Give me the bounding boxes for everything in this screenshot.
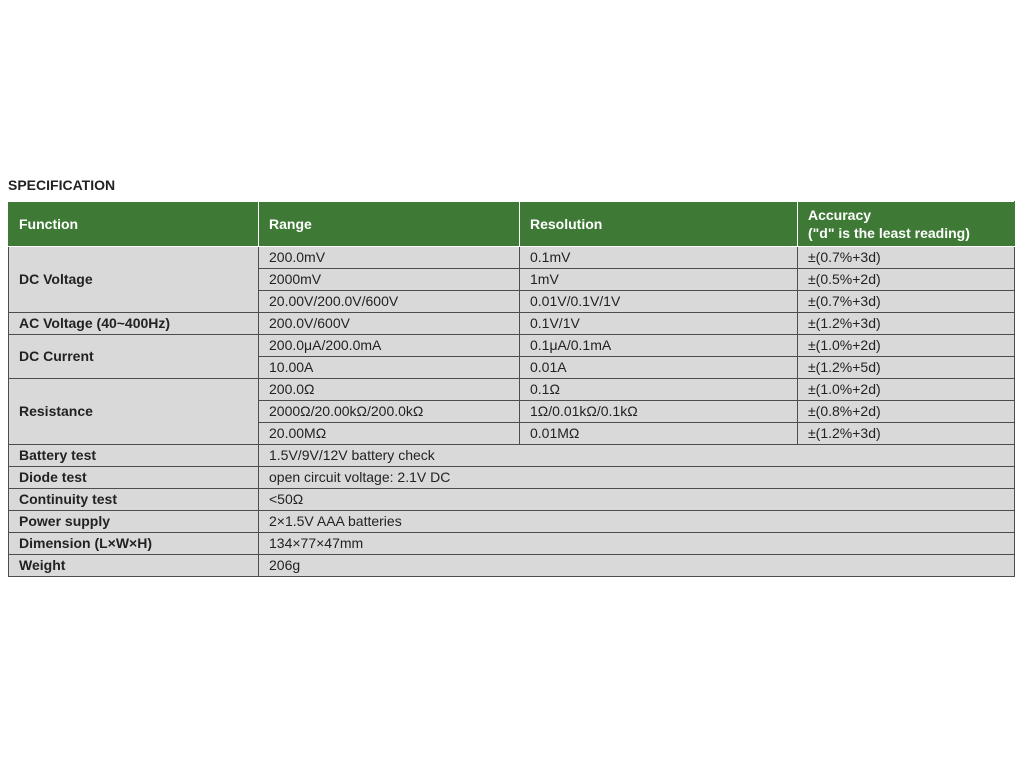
range-cell: 10.00A bbox=[259, 357, 520, 379]
header-accuracy-note: ("d" is the least reading) bbox=[808, 225, 970, 241]
feature-label-cell: Power supply bbox=[9, 511, 259, 533]
range-cell: 20.00V/200.0V/600V bbox=[259, 291, 520, 313]
resolution-cell: 0.1mV bbox=[520, 247, 798, 269]
table-row bbox=[9, 379, 1015, 401]
feature-label-cell: Diode test bbox=[9, 467, 259, 489]
range-cell: 20.00MΩ bbox=[259, 423, 520, 445]
accuracy-cell: ±(0.7%+3d) bbox=[798, 247, 1015, 269]
feature-value-cell: 206g bbox=[259, 555, 1015, 577]
function-cell: Resistance bbox=[9, 379, 259, 445]
function-cell: DC Current bbox=[9, 335, 259, 379]
feature-value-cell: <50Ω bbox=[259, 489, 1015, 511]
accuracy-cell: ±(1.2%+3d) bbox=[798, 313, 1015, 335]
table-row bbox=[9, 445, 1015, 467]
feature-value-cell: 1.5V/9V/12V battery check bbox=[259, 445, 1015, 467]
range-cell: 200.0μA/200.0mA bbox=[259, 335, 520, 357]
specification-table bbox=[8, 201, 1015, 577]
resolution-cell: 1Ω/0.01kΩ/0.1kΩ bbox=[520, 401, 798, 423]
accuracy-cell: ±(1.2%+5d) bbox=[798, 357, 1015, 379]
table-row bbox=[9, 247, 1015, 269]
feature-label-cell: Continuity test bbox=[9, 489, 259, 511]
feature-value-cell: open circuit voltage: 2.1V DC bbox=[259, 467, 1015, 489]
table-row bbox=[9, 467, 1015, 489]
table-row bbox=[9, 335, 1015, 357]
accuracy-cell: ±(0.7%+3d) bbox=[798, 291, 1015, 313]
table-header-row bbox=[9, 202, 1015, 247]
resolution-cell: 0.1V/1V bbox=[520, 313, 798, 335]
resolution-cell: 0.01V/0.1V/1V bbox=[520, 291, 798, 313]
range-cell: 2000Ω/20.00kΩ/200.0kΩ bbox=[259, 401, 520, 423]
resolution-cell: 0.1Ω bbox=[520, 379, 798, 401]
range-cell: 200.0Ω bbox=[259, 379, 520, 401]
accuracy-cell: ±(0.8%+2d) bbox=[798, 401, 1015, 423]
accuracy-cell: ±(1.0%+2d) bbox=[798, 335, 1015, 357]
feature-label-cell: Dimension (L×W×H) bbox=[9, 533, 259, 555]
header-resolution: Resolution bbox=[520, 202, 798, 247]
header-accuracy-title: Accuracy bbox=[808, 207, 872, 223]
resolution-cell: 0.1μA/0.1mA bbox=[520, 335, 798, 357]
feature-label-cell: Battery test bbox=[9, 445, 259, 467]
table-row bbox=[9, 533, 1015, 555]
header-function: Function bbox=[9, 202, 259, 247]
table-row bbox=[9, 313, 1015, 335]
accuracy-cell: ±(1.2%+3d) bbox=[798, 423, 1015, 445]
feature-value-cell: 2×1.5V AAA batteries bbox=[259, 511, 1015, 533]
function-cell: AC Voltage (40~400Hz) bbox=[9, 313, 259, 335]
function-cell: DC Voltage bbox=[9, 247, 259, 313]
feature-label-cell: Weight bbox=[9, 555, 259, 577]
table-row bbox=[9, 555, 1015, 577]
accuracy-cell: ±(1.0%+2d) bbox=[798, 379, 1015, 401]
header-accuracy bbox=[798, 202, 1015, 247]
range-cell: 2000mV bbox=[259, 269, 520, 291]
resolution-cell: 1mV bbox=[520, 269, 798, 291]
table-row bbox=[9, 511, 1015, 533]
table-row bbox=[9, 489, 1015, 511]
table-body bbox=[9, 247, 1015, 577]
page-title: SPECIFICATION bbox=[8, 177, 116, 193]
feature-value-cell: 134×77×47mm bbox=[259, 533, 1015, 555]
header-range: Range bbox=[259, 202, 520, 247]
accuracy-cell: ±(0.5%+2d) bbox=[798, 269, 1015, 291]
resolution-cell: 0.01MΩ bbox=[520, 423, 798, 445]
range-cell: 200.0mV bbox=[259, 247, 520, 269]
resolution-cell: 0.01A bbox=[520, 357, 798, 379]
range-cell: 200.0V/600V bbox=[259, 313, 520, 335]
